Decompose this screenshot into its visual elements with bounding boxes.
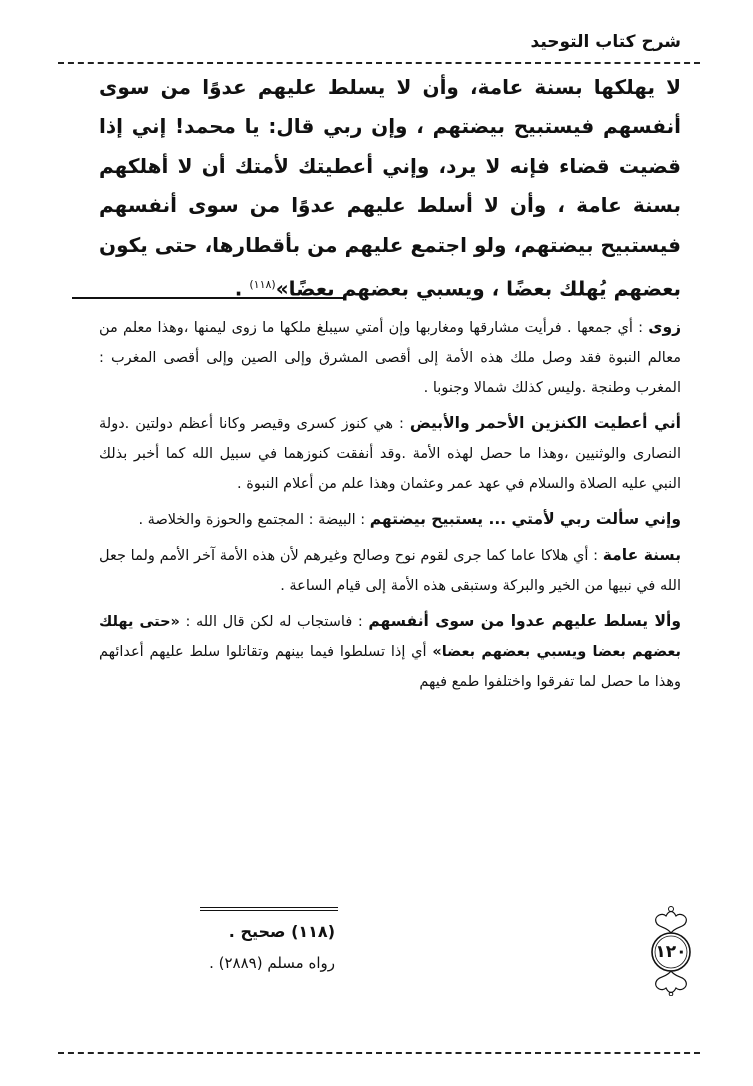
explanatory-notes	[99, 312, 681, 702]
note-term: وألا يسلط عليهم عدوا من سوى أنفسهم	[368, 612, 681, 630]
footnote-source: رواه مسلم (٢٨٨٩) .	[209, 954, 335, 972]
note-term: بسنة عامة	[602, 546, 682, 564]
note-quote: «حتى يهلك بعضهم بعضا ويسبي بعضهم بعضا»	[99, 614, 681, 660]
note-item	[99, 606, 681, 697]
footnote-reference: (١١٨)	[249, 278, 276, 292]
footnote-grade: (١١٨) صحيح .	[228, 922, 335, 941]
note-text: : أي جمعها . فرأيت مشارقها ومغاربها وإن أمتي سيبلغ ملكها ما زوى ليمنها ،وهذا معلم من معالم النبوة فقد وصل ملك هذه الأمة إلى أقصى المشرق وإلى الصين وإلى أقصى المغرب : المغرب وطنجة .وليس كذلك شمالا وجنوبا .	[99, 320, 681, 396]
note-item	[99, 312, 681, 403]
note-term: وإني سألت ربي لأمتي ... يستبيح بيضتهم	[369, 510, 681, 528]
header-dashed-rule	[58, 62, 700, 64]
note-term: زوى	[648, 318, 682, 336]
main-hadith-text	[99, 68, 681, 309]
main-text-end: .	[234, 276, 250, 301]
note-item	[99, 408, 681, 499]
note-text: : هي كنوز كسرى وقيصر وكانا أعظم دولتين .دولة النصارى والوثنيين ،وهذا ما حصل لهذه الأمة .وقد أنفقت كنوزهما في سبيل الله كما أخبر بذلك النبي عليه الصلاة والسلام في عهد عمر وعثمان وهذا علم من أعلام النبوة .	[99, 416, 681, 492]
footnote-separator	[200, 907, 338, 911]
note-item	[99, 504, 681, 535]
footer-dashed-rule	[58, 1052, 700, 1054]
note-text: : أي هلاكا عاما كما جرى لقوم نوح وصالح وغيرهم لأن هذه الأمة آخر الأمم ولما جعل الله في نبيها من الخير والبركة وستبقى هذه الأمة إلى قيام الساعة .	[99, 548, 681, 594]
note-term: أني أعطيت الكنزين الأحمر والأبيض	[409, 414, 681, 432]
main-text-body: لا يهلكها بسنة عامة، وأن لا يسلط عليهم عدوًا من سوى أنفسهم فيستبيح بيضتهم ، وإن ربي قال: يا محمد! إني إذا قضيت قضاء فإنه لا يرد، وإني أعطيتك لأمتك أن لا أهلكهم بسنة عامة ، وأن لا أسلط عليهم عدوًا من سوى أنفسهم فيستبيح بيضتهم، ولو اجتمع عليهم من بأقطارها، حتى يكون بعضهم يُهلك بعضًا ، ويسبي بعضهم بعضًا»	[99, 75, 681, 301]
note-text: : فاستجاب له لكن قال الله :	[185, 614, 363, 630]
main-text-separator	[72, 297, 344, 299]
note-text: : البيضة : المجتمع والحوزة والخلاصة .	[138, 512, 366, 528]
page-number: ١٢٠	[655, 942, 687, 962]
running-header: شرح كتاب التوحيد	[530, 32, 681, 52]
note-item	[99, 540, 681, 601]
note-text-continued: أي إذا تسلطوا فيما بينهم وتقاتلوا سلط عليهم أعدائهم وهذا ما حصل لما تفرقوا واختلفوا طمع فيهم	[99, 644, 681, 690]
